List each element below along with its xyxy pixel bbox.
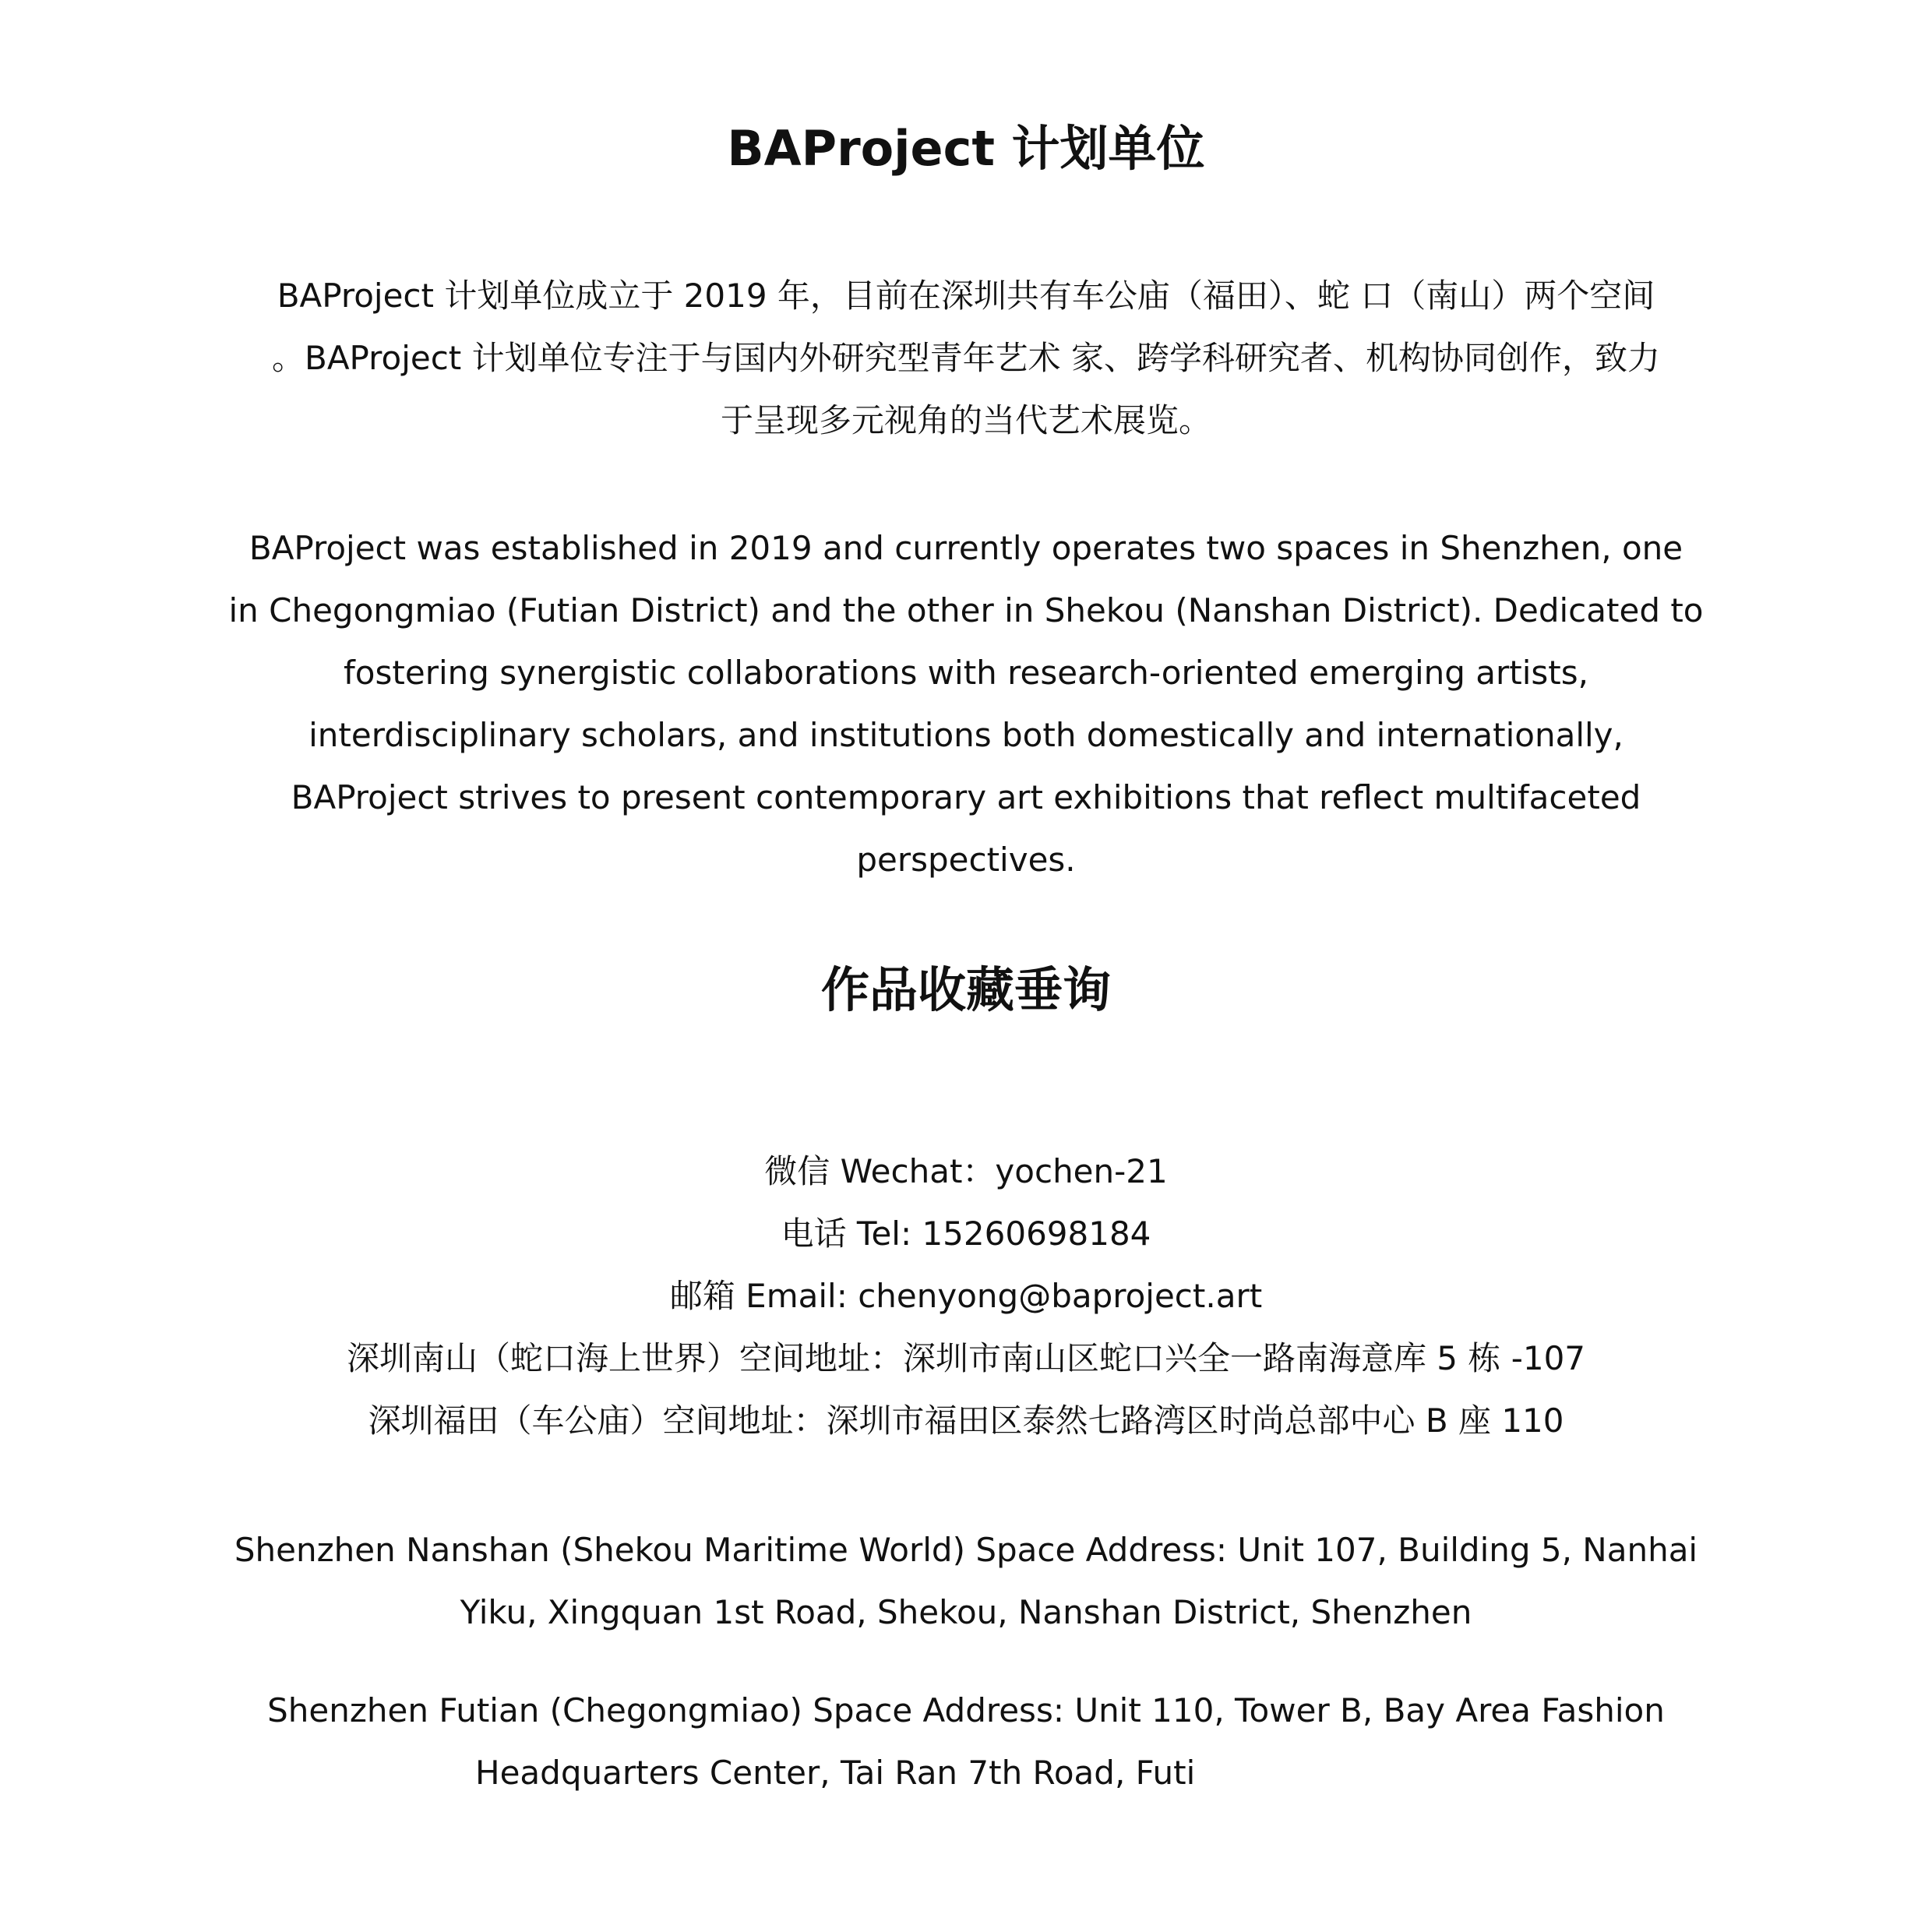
address-futian-en-line: Headquarters Center, Tai Ran 7th Road, Futi [475,1754,1196,1792]
intro-en-line: fostering synergistic collaborations with research-oriented emerging artists, [344,654,1588,692]
contact-block [195,1141,1737,1452]
intro-en-line: BAProject was established in 2019 and currently operates two spaces in Shenzhen, one [249,529,1683,567]
intro-en-line: in Chegongmiao (Futian District) and the other in Shekou (Nanshan District). Dedicated to [228,591,1704,629]
address-nanshan-cn: 深圳南山（蛇口海上世界）空间地址：深圳市南山区蛇口兴全一路南海意库 5 栋 -107 [346,1339,1586,1377]
intro-en-line: interdisciplinary scholars, and institutions both domestically and internationally, [308,716,1624,754]
intro-cn-line: 。BAProject 计划单位专注于与国内外研究型青年艺术 家、跨学科研究者、机构协同创作，致力 [272,339,1660,377]
email-text: 邮箱 Email: chenyong@baproject.art [669,1277,1263,1315]
address-nanshan-en-line: Shenzhen Nanshan (Shekou Maritime World) Space Address: Unit 107, Building 5, Nanhai [234,1531,1698,1569]
intro-cn-paragraph [195,265,1737,452]
intro-cn-line: BAProject 计划单位成立于 2019 年，目前在深圳共有车公庙（福田）、蛇 口（南山）两个空间 [277,277,1655,315]
intro-cn-line: 于呈现多元视角的当代艺术展览。 [720,401,1211,439]
tel-text: 电话 Tel: 15260698184 [781,1215,1151,1253]
address-nanshan-en [195,1519,1737,1644]
wechat-text: 微信 Wechat：yochen-21 [764,1152,1168,1190]
inquiry-heading: 作品收藏垂询 [820,961,1111,1018]
address-futian-en [195,1680,1737,1804]
intro-en-line: BAProject strives to present contemporary art exhibitions that reflect multifaceted [291,778,1641,816]
address-nanshan-en-line: Yiku, Xingquan 1st Road, Shekou, Nanshan District, Shenzhen [460,1593,1472,1631]
intro-en-paragraph [195,517,1737,891]
address-futian-cn: 深圳福田（车公庙）空间地址：深圳市福田区泰然七路湾区时尚总部中心 B 座 110 [368,1401,1564,1440]
address-futian-en-line: Shenzhen Futian (Chegongmiao) Space Address: Unit 110, Tower B, Bay Area Fashion [267,1691,1665,1729]
intro-en-line: perspectives. [856,841,1076,879]
page-title: BAProject 计划单位 [727,120,1205,177]
